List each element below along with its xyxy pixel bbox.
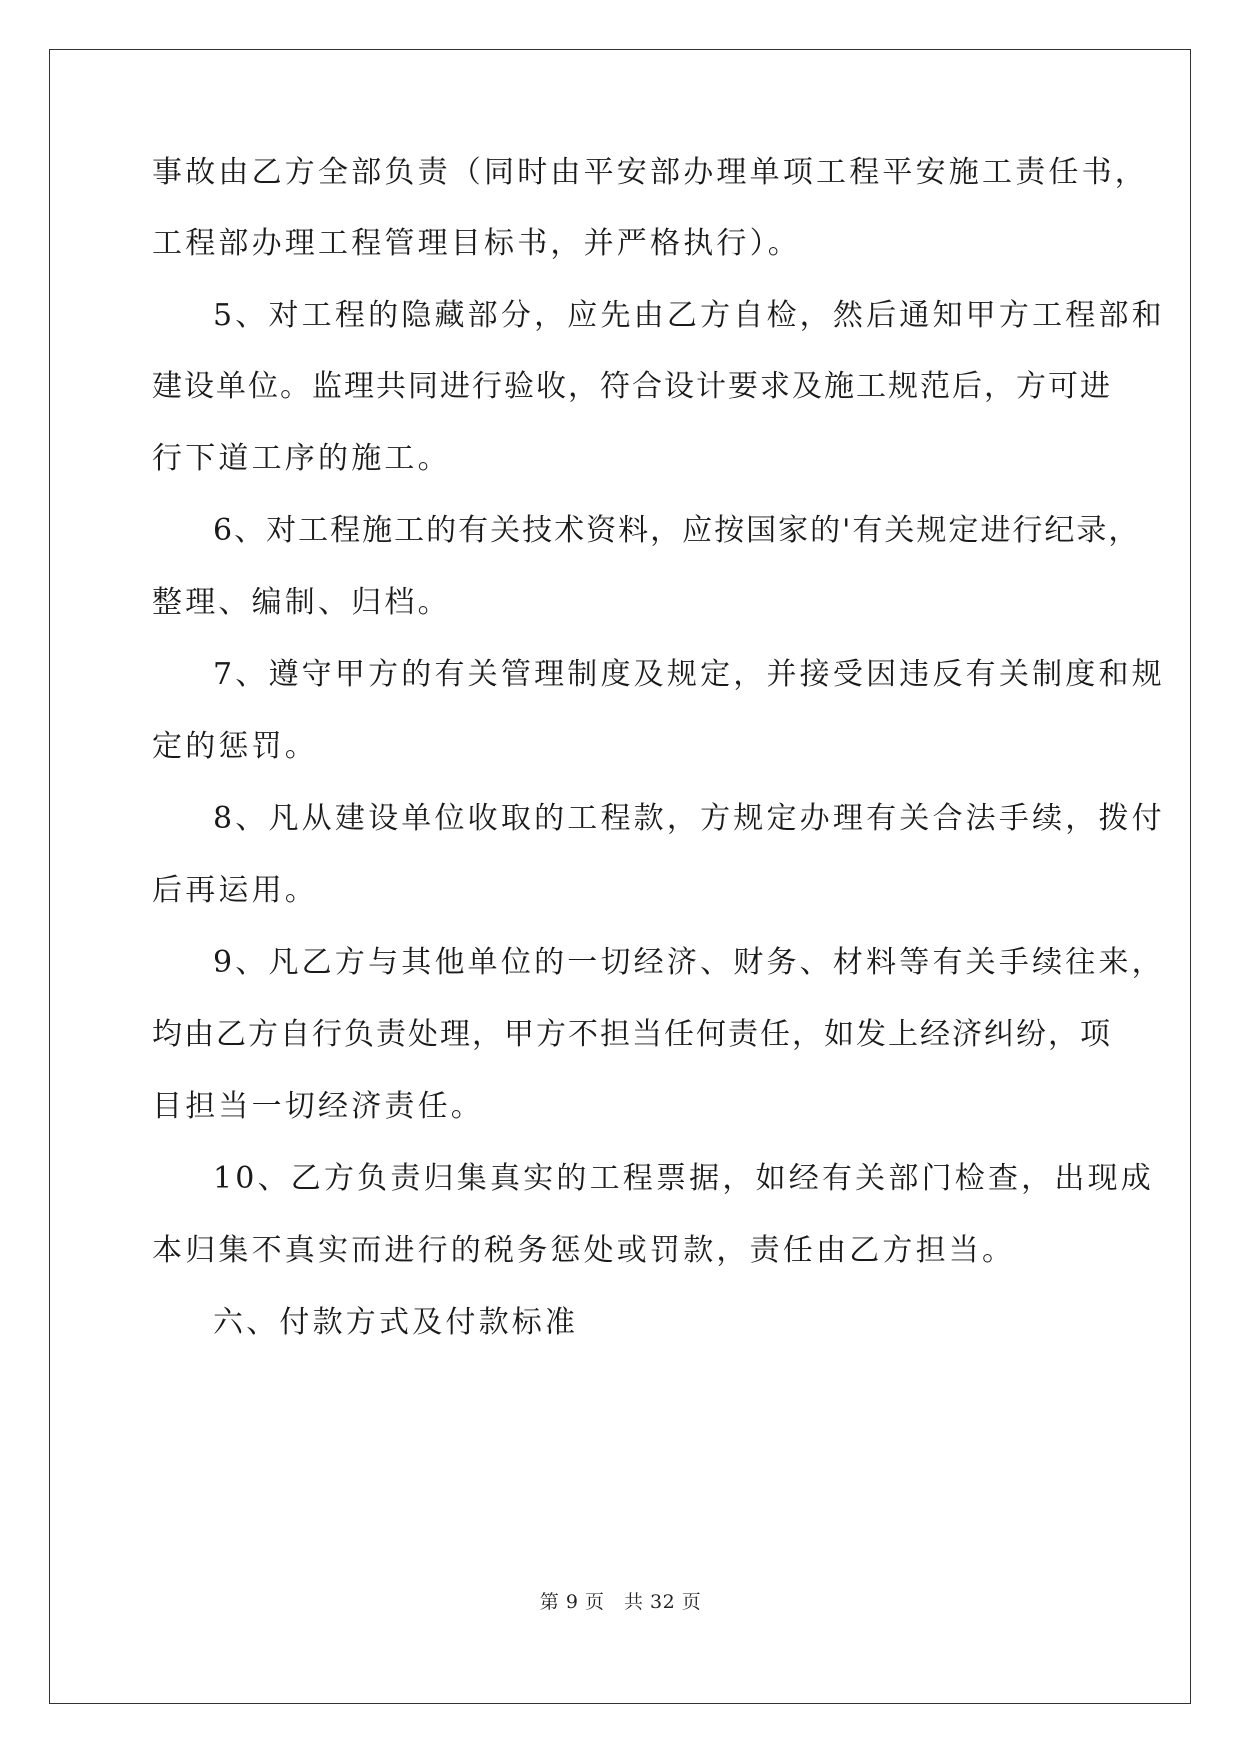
paragraph-line: 定的惩罚。 [152, 729, 318, 764]
paragraph-line: 后再运用。 [152, 873, 318, 908]
paragraph-line-item-10: 10、乙方负责归集真实的工程票据，如经有关部门检查，出现成 [213, 1161, 1154, 1196]
page-number-footer: 第 9 页 共 32 页 [539, 1591, 702, 1613]
paragraph-line: 行下道工序的施工。 [152, 441, 451, 476]
paragraph-line: 本归集不真实而进行的税务惩处或罚款，责任由乙方担当。 [152, 1233, 1016, 1268]
paragraph-line-item-5: 5、对工程的隐藏部分，应先由乙方自检，然后通知甲方工程部和 [213, 298, 1165, 333]
paragraph-line: 事故由乙方全部负责（同时由平安部办理单项工程平安施工责任书， [152, 155, 1148, 190]
section-heading: 六、付款方式及付款标准 [213, 1305, 579, 1340]
paragraph-line: 工程部办理工程管理目标书，并严格执行）。 [152, 226, 801, 261]
paragraph-line: 建设单位。监理共同进行验收，符合设计要求及施工规范后，方可进 [152, 369, 1112, 404]
paragraph-line: 均由乙方自行负责处理，甲方不担当任何责任，如发上经济纠纷，项 [152, 1017, 1112, 1052]
paragraph-line-item-9: 9、凡乙方与其他单位的一切经济、财务、材料等有关手续往来， [213, 945, 1165, 980]
paragraph-line: 目担当一切经济责任。 [152, 1089, 484, 1124]
paragraph-line: 整理、编制、归档。 [152, 585, 451, 620]
paragraph-line-item-7: 7、遵守甲方的有关管理制度及规定，并接受因违反有关制度和规 [213, 657, 1165, 692]
paragraph-line-item-6: 6、对工程施工的有关技术资料，应按国家的'有关规定进行纪录， [213, 513, 1141, 548]
paragraph-line-item-8: 8、凡从建设单位收取的工程款，方规定办理有关合法手续，拨付 [213, 801, 1165, 836]
